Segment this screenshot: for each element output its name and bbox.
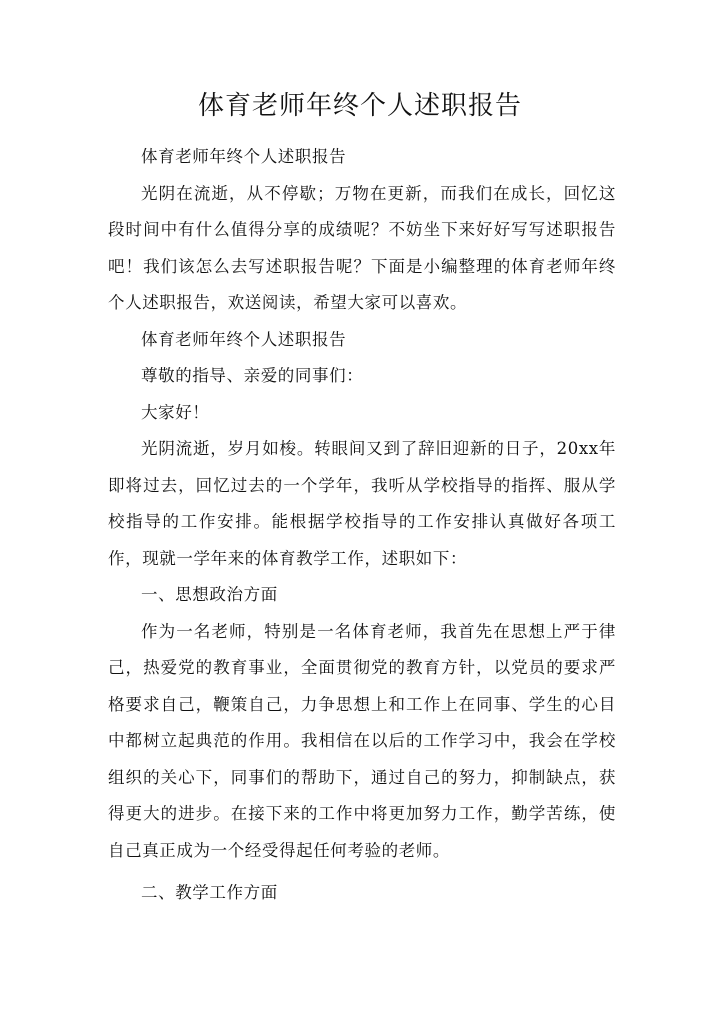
repeat-title-paragraph: 体育老师年终个人述职报告 [141,329,347,349]
salutation-paragraph: 尊敬的指导、亲爱的同事们： [141,366,364,385]
section-heading-ideology: 一、思想政治方面 [141,585,278,604]
intro-paragraph: 光阴在流逝，从不停歇；万物在更新，而我们在成长，回忆这段时间中有什么值得分享的成绩呢？不妨坐下来好好写写述职报告吧！我们该怎么去写述职报告呢？下面是小编整理的体育老师年终个人述职报告，欢送阅读，希望大家可以喜欢。 [108,183,616,312]
ideology-paragraph: 作为一名老师，特别是一名体育老师，我首先在思想上严于律己，热爱党的教育事业，全面贯彻党的教育方针，以党员的要求严格要求自己，鞭策自己，力争思想上和工作上在同事、学生的心目中都树立起典范的作用。我相信在以后的工作学习中，我会在学校组织的关心下，同事们的帮助下，通过自己的努力，抑制缺点，获得更大的进步。在接下来的工作中将更加努力工作，勤学苦练，使自己真正成为一个经受得起任何考验的老师。 [108,621,616,860]
section-heading-teaching: 二、教学工作方面 [141,883,278,902]
document-title: 体育老师年终个人述职报告 [197,91,522,121]
opening-paragraph: 光阴流逝，岁月如梭。转眼间又到了辞旧迎新的日子，20xx年即将过去，回忆过去的一个学年，我听从学校指导的指挥、服从学校指导的工作安排。能根据学校指导的工作安排认真做好各项工作，现就一学年来的体育教学工作，述职如下： [108,439,616,568]
greeting-paragraph: 大家好！ [141,402,210,422]
document-body [108,139,616,912]
subtitle-paragraph: 体育老师年终个人述职报告 [141,147,347,166]
